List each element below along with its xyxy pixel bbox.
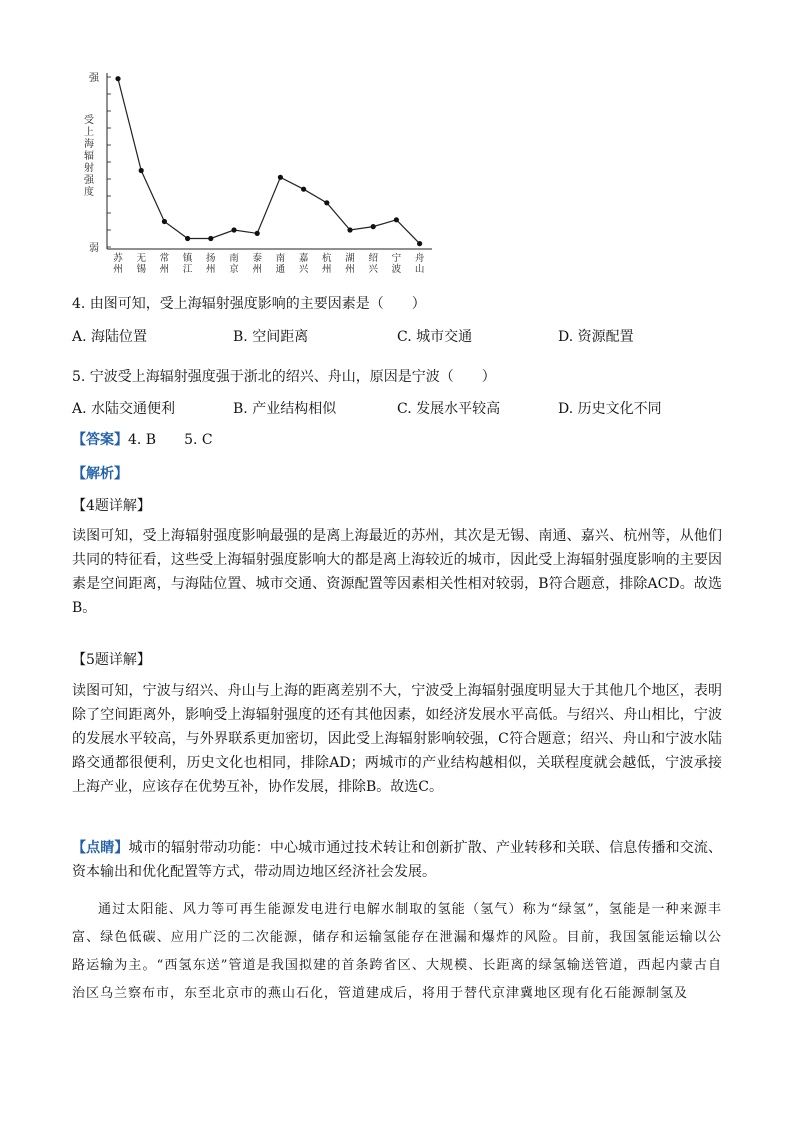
- passage-text: 通过太阳能、风力等可再生能源发电进行电解水制取的氢能（氢气）称为“绿氢”，氢能是一种来源丰富、绿色低碳、应用广泛的二次能源，储存和运输氢能存在泄漏和爆炸的风险。目前，我国氢能运输以公路运输为主。“西氢东送”管道是我国拟建的首条跨省区、大规模、长距离的绿氢输送管道，西起内蒙古自治区乌兰察布市，东至北京市的燕山石化，管道建成后，将用于替代京津冀地区现有化石能源制氢及: [72, 902, 722, 1001]
- detail5-text: 读图可知，宁波与绍兴、舟山与上海的距离差别不大，宁波受上海辐射强度明显大于其他几个地区，表明除了空间距离外，影响受上海辐射强度的还有其他因素，如经济发展水平高低。与绍兴、舟山相比，宁波的发展水平较高，与外界联系更加密切，因此受上海辐射影响较强，C符合题意；绍兴、舟山和宁波水陆路交通都很便利，历史文化也相同，排除AD；两城市的产业结构越相似，关联程度就会越低，宁波承接上海产业，应该存在优势互补，协作发展，排除B。故选C。: [72, 683, 722, 795]
- detail4-text: 读图可知，受上海辐射强度影响最强的是离上海最近的苏州，其次是无锡、南通、嘉兴、杭州等，从他们共同的特征看，这些受上海辐射强度影响大的都是离上海较近的城市，因此受上海辐射强度影响的主要因素是空间距离，与海陆位置、城市交通、资源配置等因素相关性相对较弱，B符合题意，排除ACD。故选B。: [72, 528, 722, 616]
- data-point-无锡: [139, 168, 144, 173]
- q5-option-a[interactable]: A. 水陆交通便利: [72, 401, 176, 417]
- data-point-湖州: [347, 227, 352, 232]
- data-point-南京: [231, 227, 236, 232]
- data-point-常州: [162, 219, 167, 224]
- q5-option-d[interactable]: D. 历史文化不同: [558, 401, 662, 417]
- x-tick-label: 扬州: [206, 253, 216, 275]
- y-axis-title: [84, 114, 95, 198]
- x-tick-label: 嘉兴: [298, 253, 309, 275]
- x-tick-label: 杭州: [322, 253, 332, 275]
- x-tick-label: 苏州: [113, 253, 123, 275]
- y-axis-title-char: 射: [84, 163, 94, 174]
- y-axis-title-char: 辐: [84, 151, 94, 162]
- y-axis-title-char: 海: [84, 139, 94, 150]
- detail4-body: [72, 524, 722, 620]
- x-tick-label: 南京: [229, 253, 239, 275]
- x-tick-label: 绍兴: [368, 253, 378, 275]
- q4-option-a[interactable]: A. 海陆位置: [72, 329, 148, 345]
- x-tick-label: 宁波: [391, 253, 402, 275]
- x-tick-label: 南通: [275, 253, 286, 275]
- x-tick-label: 常州: [159, 253, 170, 275]
- x-tick-label: 湖州: [345, 253, 355, 275]
- data-point-宁波: [394, 217, 399, 222]
- y-bottom-label: 弱: [89, 243, 99, 254]
- reading-passage: [72, 896, 722, 1008]
- point-text: 城市的辐射带动功能：中心城市通过技术转让和创新扩散、产业转移和关联、信息传播和交流、资本输出和优化配置等方式，带动周边地区经济社会发展。: [72, 840, 723, 880]
- data-point-镇江: [185, 236, 190, 241]
- answer-tag: 【答案】: [72, 432, 128, 448]
- series-line: [118, 79, 420, 244]
- y-axis-title-char: 上: [84, 127, 94, 138]
- detail4-heading: 【4题详解】: [72, 498, 151, 514]
- data-point-扬州: [208, 236, 213, 241]
- point-block: [72, 836, 722, 884]
- q5-option-c[interactable]: C. 发展水平较高: [397, 401, 501, 417]
- x-tick-label: 泰州: [252, 253, 262, 275]
- radiation-line-chart: [80, 65, 440, 280]
- answer-line: [72, 430, 213, 450]
- data-point-绍兴: [371, 224, 376, 229]
- y-axis-title-char: 度: [84, 187, 94, 198]
- analysis-tag: 【解析】: [72, 466, 128, 482]
- x-tick-label: 舟山: [414, 253, 425, 275]
- q5-option-b[interactable]: B. 产业结构相似: [233, 401, 337, 417]
- y-top-label: 强: [89, 73, 99, 84]
- q4-option-c[interactable]: C. 城市交通: [397, 329, 473, 345]
- analysis-heading: [72, 464, 128, 484]
- data-point-嘉兴: [301, 187, 306, 192]
- detail5-heading: 【5题详解】: [72, 652, 151, 668]
- data-point-泰州: [255, 231, 260, 236]
- y-axis-title-char: 强: [84, 175, 94, 186]
- data-point-苏州: [115, 76, 120, 81]
- q4-option-b[interactable]: B. 空间距离: [233, 329, 309, 345]
- point-tag: 【点睛】: [72, 840, 129, 856]
- y-axis-title-char: 受: [84, 115, 94, 126]
- data-point-南通: [278, 175, 283, 180]
- q4-option-d[interactable]: D. 资源配置: [558, 329, 634, 345]
- detail5-body: [72, 679, 722, 799]
- data-point-杭州: [324, 200, 329, 205]
- answer-text: 4. B 5. C: [128, 432, 213, 448]
- y-axis-ticks: [107, 77, 111, 247]
- q5-stem: 5. 宁波受上海辐射强度强于浙北的绍兴、舟山，原因是宁波（ ）: [72, 369, 496, 385]
- x-tick-label: 无锡: [136, 253, 146, 275]
- x-tick-label: 镇江: [182, 253, 193, 275]
- data-point-舟山: [417, 241, 422, 246]
- q4-stem: 4. 由图可知，受上海辐射强度影响的主要因素是（ ）: [72, 296, 426, 312]
